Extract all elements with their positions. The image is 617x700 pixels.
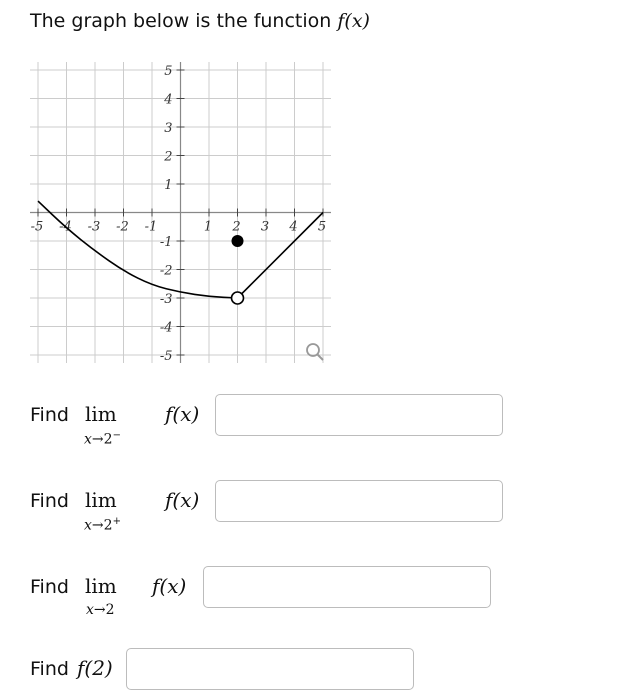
function-graph — [28, 60, 333, 365]
y-tick-label: -2 — [159, 263, 173, 279]
curve-left-branch — [38, 201, 241, 298]
function-label: f(x) — [337, 10, 370, 32]
limit-subscript: x→2− — [84, 430, 121, 448]
y-tick-label: 1 — [164, 178, 173, 193]
closed-point — [232, 235, 244, 247]
right-limit-answer-input[interactable] — [215, 480, 503, 522]
x-tick-label: 4 — [289, 219, 298, 235]
find-label: Find — [30, 576, 69, 598]
function-expression: f(x) — [165, 488, 200, 512]
y-tick-label: -4 — [159, 320, 173, 336]
y-tick-label: -1 — [159, 235, 173, 250]
open-point — [232, 292, 244, 304]
x-tick-label: -2 — [116, 219, 129, 235]
magnifier-icon[interactable] — [307, 344, 323, 360]
lim-label: lim — [85, 574, 117, 598]
limit-subscript: x→2+ — [84, 516, 121, 534]
limit-subscript: x→2 — [86, 602, 115, 618]
function-expression: f(x) — [152, 574, 187, 598]
find-label: Find — [30, 658, 69, 680]
lim-label: lim — [85, 402, 117, 426]
y-tick-label: 3 — [164, 121, 173, 136]
x-tick-label: 1 — [203, 219, 213, 235]
y-tick-label: 5 — [164, 64, 173, 79]
x-tick-label: -4 — [59, 219, 72, 235]
function-value-expression: f(2) — [77, 656, 113, 680]
graph-tick-labels — [31, 64, 326, 364]
y-tick-label: -3 — [159, 292, 173, 307]
find-label: Find — [30, 404, 69, 426]
x-tick-label: 3 — [260, 219, 270, 235]
function-value-answer-input[interactable] — [126, 648, 414, 690]
y-tick-label: 2 — [164, 149, 173, 165]
line-right-branch — [238, 213, 327, 299]
function-expression: f(x) — [165, 402, 200, 426]
question-text — [30, 10, 370, 32]
x-tick-label: -3 — [87, 219, 101, 235]
x-tick-label: 5 — [317, 219, 327, 235]
left-limit-answer-input[interactable] — [215, 394, 503, 436]
find-label: Find — [30, 490, 69, 512]
y-tick-label: 4 — [164, 92, 173, 108]
two-sided-limit-answer-input[interactable] — [203, 566, 491, 608]
graph-axes — [30, 62, 331, 363]
lim-label: lim — [85, 488, 117, 512]
x-tick-label: 2 — [232, 219, 241, 235]
x-tick-label: -5 — [30, 219, 44, 235]
x-tick-label: -1 — [144, 219, 158, 235]
question-intro: The graph below is the function — [30, 10, 332, 32]
y-tick-label: -5 — [159, 349, 173, 364]
